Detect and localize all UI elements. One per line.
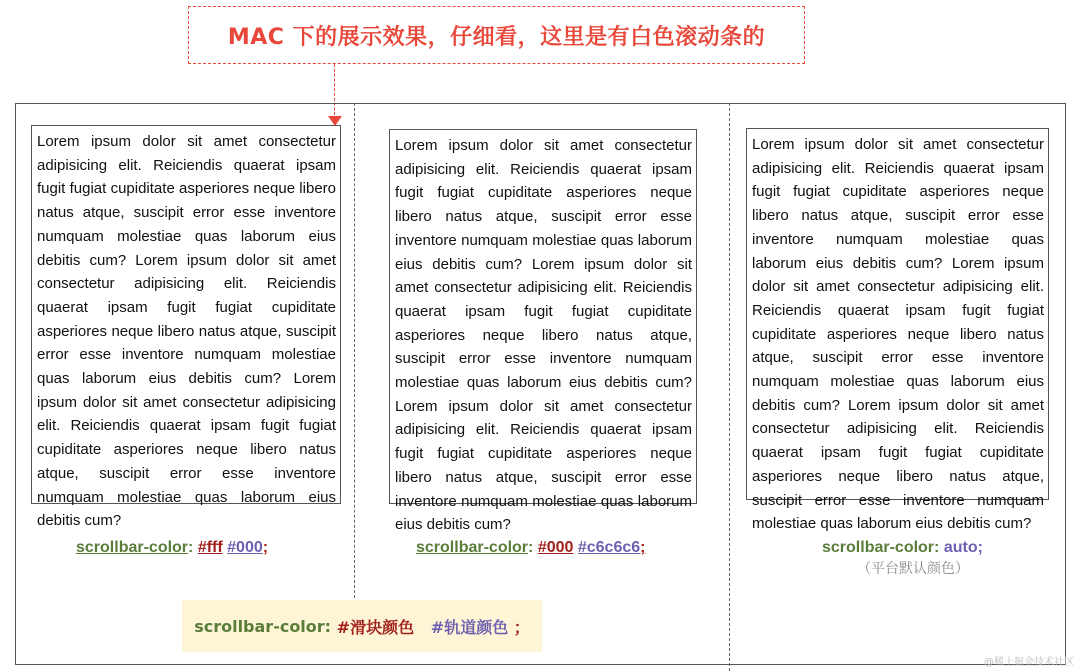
demo-label-1 bbox=[76, 539, 268, 557]
legend-property: scrollbar-color bbox=[194, 616, 325, 636]
divider-left bbox=[354, 103, 355, 598]
semicolon: ; bbox=[640, 539, 646, 556]
legend-colon: : bbox=[324, 616, 332, 636]
sample-text: Lorem ipsum dolor sit amet consectetur adipisicing elit. Reiciendis quaerat ipsam fugit fugiat cupiditate asperiores neque libero natus atque, suscipit error esse inventore numquam molestiae quas laborum eius debitis cum? Lorem ipsum dolor sit amet consectetur adipisicing elit. Reiciendis quaerat ipsam fugit fugiat cupiditate asperiores neque libero natus atque, suscipit error esse inventore numquam molestiae quas laborum eius debitis cum? Lorem ipsum dolor sit amet consectetur adipisicing elit. Reiciendis quaerat ipsam fugit fugiat cupiditate asperiores neque libero natus atque, suscipit error esse inventore numquam molestiae quas laborum eius debitis cum? bbox=[37, 133, 336, 530]
value-auto: auto bbox=[943, 539, 978, 556]
property-name: scrollbar-color bbox=[822, 539, 935, 556]
sample-text: Lorem ipsum dolor sit amet consectetur adipisicing elit. Reiciendis quaerat ipsam fugit fugiat cupiditate asperiores neque libero natus atque, suscipit error esse inventore numquam molestiae quas laborum eius debitis cum? Lorem ipsum dolor sit amet consectetur adipisicing elit. Reiciendis quaerat ipsam fugit fugiat cupiditate asperiores neque libero natus atque, suscipit error esse inventore numquam molestiae quas laborum eius debitis cum? Lorem ipsum dolor sit amet consectetur adipisicing elit. Reiciendis quaerat ipsam fugit fugiat cupiditate asperiores neque libero natus atque, suscipit error esse inventore numquam molestiae quas laborum eius debitis cum? bbox=[752, 136, 1044, 533]
semicolon: ; bbox=[977, 539, 983, 556]
track-color: #000 bbox=[227, 539, 263, 556]
sample-text: Lorem ipsum dolor sit amet consectetur adipisicing elit. Reiciendis quaerat ipsam fugit fugiat cupiditate asperiores neque libero natus atque, suscipit error esse inventore numquam molestiae quas laborum eius debitis cum? Lorem ipsum dolor sit amet consectetur adipisicing elit. Reiciendis quaerat ipsam fugit fugiat cupiditate asperiores neque libero natus atque, suscipit error esse inventore numquam molestiae quas laborum eius debitis cum? Lorem ipsum dolor sit amet consectetur adipisicing elit. Reiciendis quaerat ipsam fugit fugiat cupiditate asperiores neque libero natus atque, suscipit error esse inventore numquam molestiae quas laborum eius debitis cum? bbox=[395, 137, 692, 534]
legend-thumb: #滑块颜色 bbox=[336, 617, 415, 637]
demo-label-3 bbox=[822, 539, 983, 557]
property-name: scrollbar-color bbox=[76, 539, 189, 556]
demo-label-2 bbox=[416, 539, 645, 557]
callout-box bbox=[188, 6, 805, 64]
property-name: scrollbar-color bbox=[416, 539, 529, 556]
syntax-legend bbox=[182, 600, 542, 652]
semicolon: ; bbox=[262, 539, 269, 556]
legend-semicolon: ； bbox=[513, 617, 530, 637]
colon: : bbox=[934, 539, 940, 556]
callout-text: MAC 下的展示效果，仔细看，这里是有白色滚动条的 bbox=[227, 24, 766, 50]
colon: : bbox=[188, 539, 194, 556]
scroll-box-black-thumb[interactable] bbox=[389, 129, 697, 534]
thumb-color: #000 bbox=[537, 539, 574, 556]
track-color: #c6c6c6 bbox=[577, 539, 641, 556]
scroll-box-auto[interactable] bbox=[746, 128, 1049, 533]
thumb-color: #fff bbox=[197, 539, 223, 556]
scroll-box-white-thumb[interactable] bbox=[31, 125, 341, 530]
divider-right bbox=[729, 103, 730, 671]
watermark: @稀土掘金技术社区 bbox=[984, 657, 1074, 668]
platform-default-note: （平台默认颜色） bbox=[857, 561, 969, 577]
colon: : bbox=[528, 539, 534, 556]
legend-track: #轨道颜色 bbox=[430, 617, 509, 637]
